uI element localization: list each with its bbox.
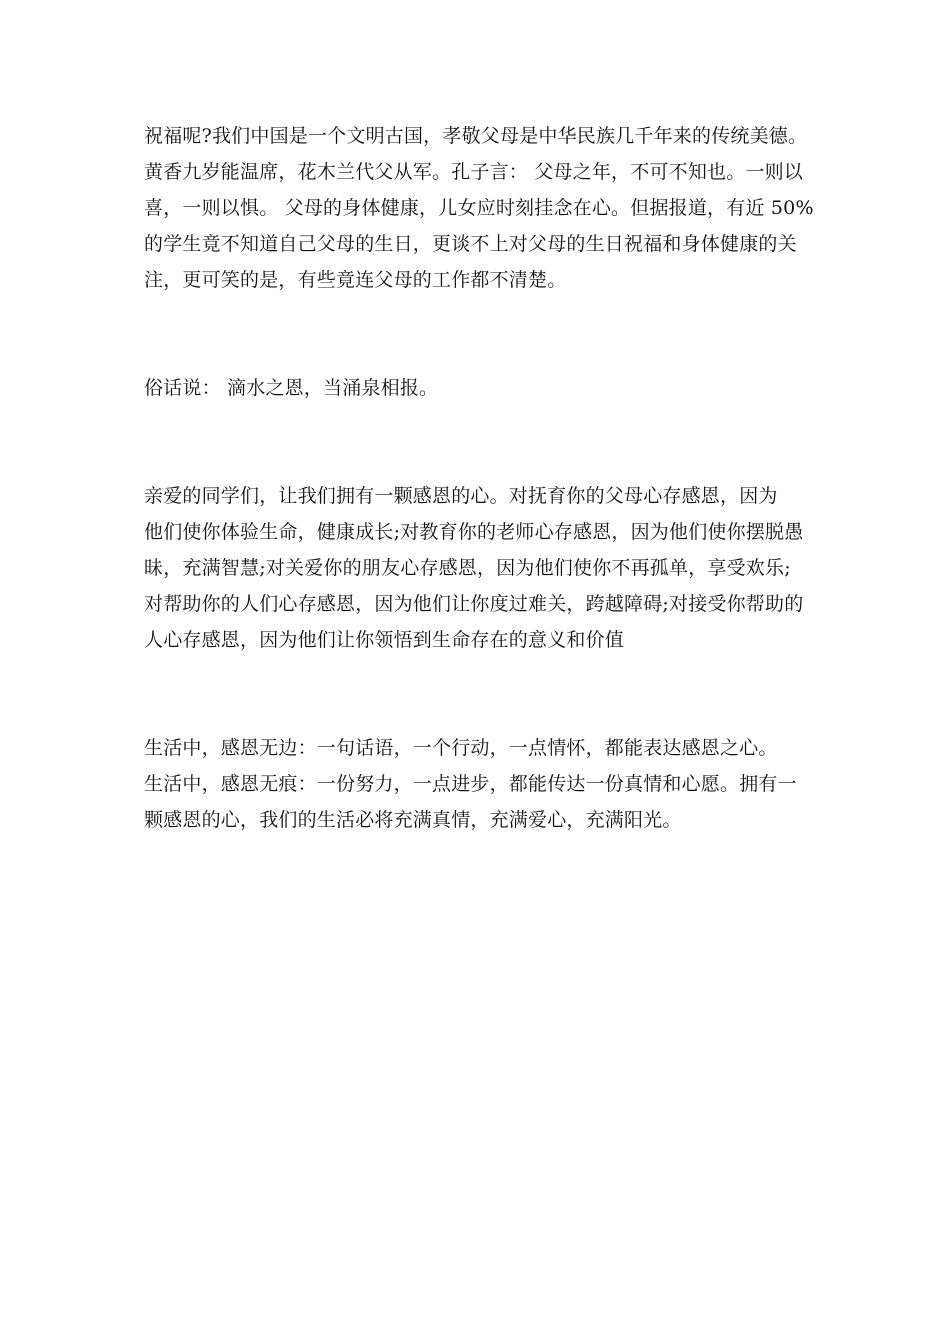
paragraph-1-line-4: 的学生竟不知道自己父母的生日，更谈不上对父母的生日祝福和身体健康的关: [144, 233, 797, 255]
paragraph-3-line-5: 人心存感恩，因为他们让你领悟到生命存在的意义和价值: [144, 629, 625, 651]
paragraph-4-line-3: 颗感恩的心，我们的生活必将充满真情，充满爱心，充满阳光。: [144, 809, 682, 831]
paragraph-4-line-2: 生活中，感恩无痕：一份努力，一点进步，都能传达一份真情和心愿。拥有一: [144, 773, 797, 795]
paragraph-1-line-2: 黄香九岁能温席，花木兰代父从军。孔子言： 父母之年，不可不知也。一则以: [144, 161, 804, 183]
paragraph-3-line-2: 他们使你体验生命，健康成长;对教育你的老师心存感恩，因为他们使你摆脱愚: [144, 521, 804, 543]
paragraph-1-line-1: 祝福呢?我们中国是一个文明古国，孝敬父母是中华民族几千年来的传统美德。: [144, 125, 808, 147]
paragraph-3-line-1: 亲爱的同学们，让我们拥有一颗感恩的心。对抚育你的父母心存感恩，因为: [144, 485, 778, 507]
paragraph-2-line-1: 俗话说： 滴水之恩，当涌泉相报。: [144, 377, 439, 399]
paragraph-1-line-5: 注，更可笑的是，有些竟连父母的工作都不清楚。: [144, 269, 567, 291]
paragraph-3-line-4: 对帮助你的人们心存感恩，因为他们让你度过难关，跨越障碍;对接受你帮助的: [144, 593, 804, 615]
paragraph-1-line-3: 喜，一则以惧。 父母的身体健康，儿女应时刻挂念在心。但据报道，有近 50%: [144, 197, 814, 219]
paragraph-4-line-1: 生活中，感恩无边：一句话语，一个行动，一点情怀，都能表达感恩之心。: [144, 737, 778, 759]
paragraph-3-line-3: 昧，充满智慧;对关爱你的朋友心存感恩，因为他们使你不再孤单，享受欢乐;: [144, 557, 791, 579]
